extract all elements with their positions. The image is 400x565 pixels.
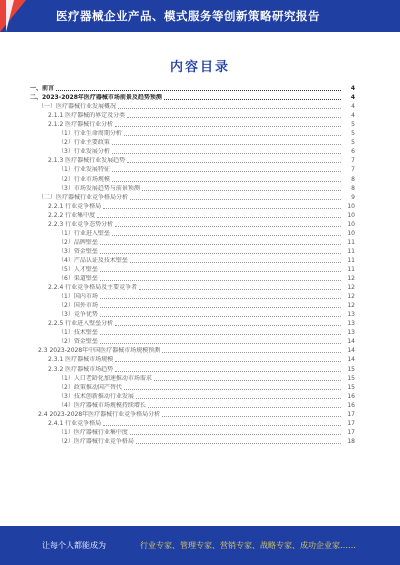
- toc-page-number: 12: [347, 275, 355, 283]
- toc-entry[interactable]: [30, 247, 355, 256]
- toc-page-number: 18: [347, 437, 355, 445]
- toc-dot-leader: [112, 171, 341, 172]
- toc-entry[interactable]: [30, 138, 355, 147]
- toc-entry[interactable]: [30, 211, 355, 220]
- toc-page-number: 14: [347, 347, 355, 355]
- toc-page-number: 4: [350, 85, 355, 93]
- toc-dot-leader: [112, 235, 341, 236]
- toc-page-number: 11: [347, 247, 355, 255]
- toc-entry-title: （4）医疗器械市场规模持续增长: [58, 401, 146, 409]
- toc-entry[interactable]: [30, 346, 355, 355]
- toc-entry[interactable]: [30, 283, 355, 292]
- toc-entry-title: （1）国内市场: [58, 293, 98, 301]
- toc-page-number: 5: [351, 139, 355, 147]
- toc-page-number: 17: [347, 428, 355, 436]
- toc-entry-title: （3）行业发展分析: [58, 148, 110, 156]
- toc-page-number: 13: [347, 329, 355, 337]
- toc-entry[interactable]: [30, 147, 355, 156]
- toc-entry-title: （二）医疗器械行业竞争格局分析: [38, 193, 129, 201]
- toc-dot-leader: [112, 181, 341, 182]
- toc-entry[interactable]: [30, 364, 355, 373]
- toc-page-number: 5: [351, 130, 355, 138]
- toc-dot-leader: [164, 99, 341, 100]
- toc-dot-leader: [136, 443, 341, 444]
- toc-dot-leader: [130, 199, 341, 200]
- toc-entry[interactable]: [30, 238, 355, 247]
- toc-entry[interactable]: [30, 292, 355, 301]
- report-header: [0, 0, 400, 32]
- toc-entry-title: （3）竞争优势: [58, 311, 98, 319]
- toc-entry[interactable]: [30, 156, 355, 165]
- toc-page-number: 12: [347, 293, 355, 301]
- toc-entry-title: （2）行业市场规模: [58, 175, 110, 183]
- toc-entry[interactable]: [30, 355, 355, 364]
- toc-dot-leader: [100, 298, 341, 299]
- toc-entry-title: （2）政策推动国产替代: [58, 383, 122, 391]
- toc-entry-title: （1）行业发展特征: [58, 166, 110, 174]
- toc-entry-title: 2.4.1 行业竞争格局: [48, 419, 102, 427]
- toc-entry-title: （1）技术壁垒: [58, 329, 98, 337]
- toc-entry-title: 2.2.4 行业竞争格局及主要竞争者: [48, 284, 138, 292]
- toc-entry-title: 2.4 2023-2028年医疗器械行业竞争格局分析: [38, 410, 161, 418]
- toc-entry[interactable]: [30, 310, 355, 319]
- toc-entry[interactable]: [30, 392, 355, 401]
- toc-dot-leader: [100, 307, 341, 308]
- toc-entry-title: （3）市场发展趋势与前景预测: [58, 184, 140, 192]
- toc-entry[interactable]: [30, 274, 355, 283]
- toc-dot-leader: [56, 90, 341, 91]
- toc-dot-leader: [115, 361, 341, 362]
- toc-entry-title: （4）产品认证及技术壁垒: [58, 256, 128, 264]
- toc-page-number: 15: [347, 374, 355, 382]
- toc-entry-title: （2）医疗器械行业竞争格局: [58, 437, 134, 445]
- toc-entry-title: 2.2.3 行业竞争态势分析: [48, 220, 114, 228]
- toc-page-number: 11: [347, 238, 355, 246]
- toc-entry[interactable]: [30, 383, 355, 392]
- toc-entry-title: 2.1.3 医疗器械行业发展趋势: [48, 157, 126, 165]
- toc-entry[interactable]: [30, 120, 355, 129]
- toc-entry[interactable]: [30, 111, 355, 120]
- toc-entry[interactable]: [30, 129, 355, 138]
- toc-dot-leader: [162, 352, 341, 353]
- toc-entry-title: 2.1.1 医疗器械的界定及分类: [48, 112, 126, 120]
- toc-entry[interactable]: [30, 202, 355, 211]
- toc-entry[interactable]: [30, 410, 355, 419]
- toc-page-number: 8: [351, 184, 355, 192]
- toc-entry-title: 2.2.1 行业竞争格局: [48, 202, 102, 210]
- toc-page-number: 13: [347, 311, 355, 319]
- toc-entry[interactable]: [30, 374, 355, 383]
- page-title: 内容目录: [169, 60, 230, 75]
- toc-dot-leader: [97, 217, 341, 218]
- toc-entry[interactable]: [30, 174, 355, 183]
- toc-entry[interactable]: [30, 193, 355, 202]
- toc-page-number: 11: [347, 256, 355, 264]
- table-of-contents: [30, 84, 355, 446]
- header-accent-stripe: [6, 0, 14, 32]
- toc-entry-title: （3）资金壁垒: [58, 247, 98, 255]
- toc-dot-leader: [100, 244, 341, 245]
- toc-entry-title: （6）渠道壁垒: [58, 275, 98, 283]
- toc-dot-leader: [112, 153, 341, 154]
- toc-dot-leader: [115, 325, 341, 326]
- toc-page-number: 5: [351, 121, 355, 129]
- toc-page-number: 16: [347, 401, 355, 409]
- toc-page-number: 17: [347, 419, 355, 427]
- toc-dot-leader: [127, 117, 341, 118]
- toc-dot-leader: [124, 135, 341, 136]
- toc-dot-leader: [100, 343, 341, 344]
- toc-entry[interactable]: [30, 229, 355, 238]
- toc-page-number: 14: [347, 356, 355, 364]
- toc-entry[interactable]: [30, 319, 355, 328]
- toc-dot-leader: [162, 416, 341, 417]
- toc-entry-title: 2.3 2023-2028年中国医疗器械市场规模预测: [38, 347, 161, 355]
- report-title: 医疗器械企业产品、模式服务等创新策略研究报告: [56, 9, 320, 23]
- toc-entry-title: （1）行业进入壁垒: [58, 229, 110, 237]
- toc-entry[interactable]: [30, 256, 355, 265]
- toc-dot-leader: [124, 389, 341, 390]
- report-footer: [0, 526, 400, 565]
- toc-entry-title: （1）人口老龄化加速推动市场需求: [58, 374, 152, 382]
- toc-entry-title: （一）医疗器械行业发展概况: [38, 103, 117, 111]
- toc-page-number: 4: [351, 112, 355, 120]
- toc-dot-leader: [154, 380, 341, 381]
- toc-entry[interactable]: [30, 102, 355, 111]
- toc-dot-leader: [100, 253, 341, 254]
- toc-page-number: 10: [347, 229, 355, 237]
- toc-entry-title: 二、2023-2028年医疗器械市场前景及趋势预测: [30, 94, 162, 102]
- toc-entry-title: （1）行业生命周期分析: [58, 130, 122, 138]
- toc-entry-title: （5）人才壁垒: [58, 265, 98, 273]
- toc-dot-leader: [100, 280, 341, 281]
- toc-dot-leader: [103, 208, 341, 209]
- toc-entry-title: 2.2.5 行业进入壁垒分析: [48, 320, 114, 328]
- toc-entry[interactable]: [30, 184, 355, 193]
- toc-dot-leader: [130, 262, 341, 263]
- toc-page-number: 12: [347, 302, 355, 310]
- footer-slogan-right: 行业专家、管理专家、营销专家、战略专家、成功企业家……: [140, 541, 356, 550]
- toc-page-number: 4: [351, 103, 355, 111]
- toc-page-number: 9: [351, 193, 355, 201]
- toc-page-number: 7: [351, 157, 355, 165]
- toc-dot-leader: [115, 126, 341, 127]
- toc-entry[interactable]: [30, 220, 355, 229]
- toc-entry[interactable]: [30, 328, 355, 337]
- toc-entry-title: 2.2.2 行业集中度: [48, 211, 96, 219]
- toc-page-number: 4: [350, 94, 355, 102]
- footer-slogan-left: 让每个人都能成为: [42, 541, 106, 550]
- toc-entry-title: 一、前言: [30, 85, 55, 93]
- toc-dot-leader: [115, 371, 341, 372]
- toc-entry-title: （3）技术创新推动行业发展: [58, 392, 134, 400]
- toc-page-number: 10: [347, 202, 355, 210]
- toc-page-number: 11: [347, 265, 355, 273]
- toc-page-number: 12: [347, 284, 355, 292]
- toc-dot-leader: [148, 407, 341, 408]
- toc-entry-title: （1）医疗器械行业集中度: [58, 428, 128, 436]
- toc-dot-leader: [139, 289, 341, 290]
- toc-page-number: 14: [347, 338, 355, 346]
- toc-page-number: 17: [347, 410, 355, 418]
- toc-entry[interactable]: [30, 165, 355, 174]
- toc-dot-leader: [100, 334, 341, 335]
- toc-dot-leader: [115, 226, 341, 227]
- toc-dot-leader: [142, 190, 341, 191]
- toc-entry[interactable]: [30, 301, 355, 310]
- toc-page-number: 10: [347, 211, 355, 219]
- toc-page-number: 6: [351, 148, 355, 156]
- toc-entry[interactable]: [30, 93, 355, 102]
- toc-page-number: 13: [347, 320, 355, 328]
- toc-entry-title: （2）国外市场: [58, 302, 98, 310]
- toc-entry-title: （2）资金壁垒: [58, 338, 98, 346]
- toc-page-number: 7: [351, 166, 355, 174]
- toc-dot-leader: [118, 108, 341, 109]
- toc-page-number: 15: [347, 365, 355, 373]
- toc-page-number: 16: [347, 392, 355, 400]
- toc-entry[interactable]: [30, 84, 355, 93]
- toc-entry-title: 2.3.1 医疗器械市场规模: [48, 356, 114, 364]
- toc-dot-leader: [100, 271, 341, 272]
- toc-entry[interactable]: [30, 265, 355, 274]
- toc-dot-leader: [127, 162, 341, 163]
- toc-entry-title: 2.1.2 医疗器械行业分析: [48, 121, 114, 129]
- toc-dot-leader: [100, 316, 341, 317]
- toc-page-number: 10: [347, 220, 355, 228]
- toc-entry[interactable]: [30, 419, 355, 428]
- toc-entry-title: （2）行业主要政策: [58, 139, 110, 147]
- toc-entry[interactable]: [30, 437, 355, 446]
- toc-entry-title: 2.3.2 医疗器械市场趋势: [48, 365, 114, 373]
- toc-entry[interactable]: [30, 428, 355, 437]
- toc-entry-title: （2）品牌壁垒: [58, 238, 98, 246]
- toc-dot-leader: [112, 144, 341, 145]
- toc-dot-leader: [103, 425, 341, 426]
- toc-page-number: 15: [347, 383, 355, 391]
- toc-entry[interactable]: [30, 401, 355, 410]
- toc-page-number: 8: [351, 175, 355, 183]
- toc-entry[interactable]: [30, 337, 355, 346]
- toc-dot-leader: [130, 434, 341, 435]
- toc-dot-leader: [136, 398, 341, 399]
